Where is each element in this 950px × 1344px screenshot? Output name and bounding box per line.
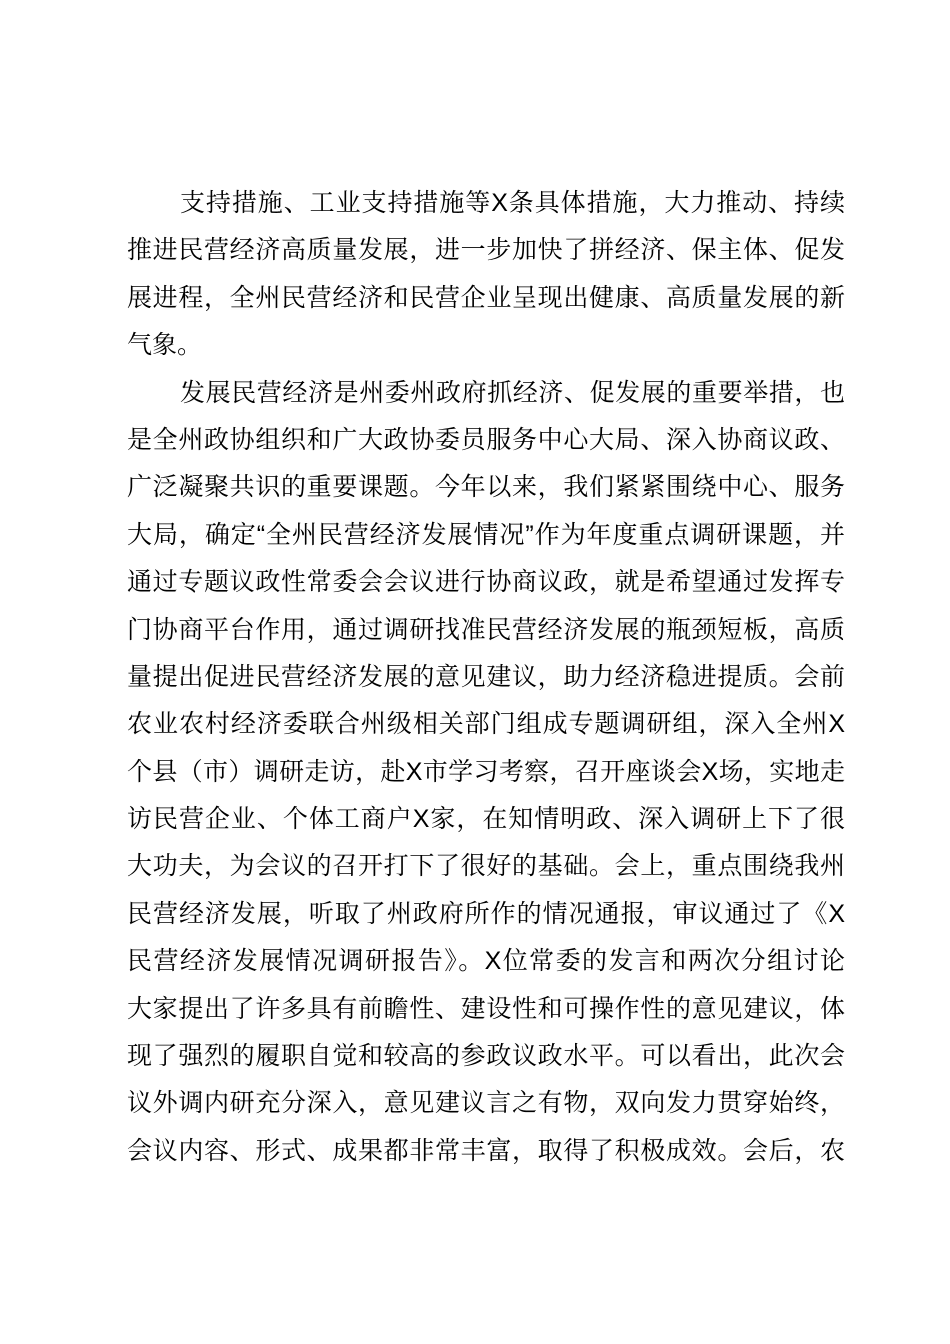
paragraph: [127, 370, 845, 1176]
text-line: 量提出促进民营经济发展的意见建议，助力经济稳进提质。会前: [127, 662, 845, 691]
text-line: 个县（市）调研走访，赴X市学习考察，召开座谈会X场，实地走: [127, 757, 845, 786]
text-line: 广泛凝聚共识的重要课题。今年以来，我们紧紧围绕中心、服务: [127, 473, 845, 502]
text-line: 展进程，全州民营经济和民营企业呈现出健康、高质量发展的新: [127, 283, 845, 312]
text-line: 通过专题议政性常委会会议进行协商议政，就是希望通过发挥专: [127, 568, 845, 597]
text-line: 大家提出了许多具有前瞻性、建设性和可操作性的意见建议，体: [127, 994, 845, 1023]
text-line: 是全州政协组织和广大政协委员服务中心大局、深入协商议政、: [127, 425, 845, 454]
text-line: 议外调内研充分深入，意见建议言之有物，双向发力贯穿始终，: [127, 1089, 845, 1118]
text-line: 气象。: [127, 331, 203, 360]
text-line: 支持措施、工业支持措施等X条具体措施，大力推动、持续: [180, 189, 845, 217]
text-line: 民营经济发展情况调研报告》。X位常委的发言和两次分组讨论: [127, 947, 845, 976]
text-line: 访民营企业、个体工商户X家，在知情明政、深入调研上下了很: [127, 805, 845, 834]
text-line: 推进民营经济高质量发展，进一步加快了拼经济、保主体、促发: [127, 236, 845, 265]
paragraph: [127, 180, 845, 370]
text-line: 大功夫，为会议的召开打下了很好的基础。会上，重点围绕我州: [127, 852, 845, 881]
text-line: 门协商平台作用，通过调研找准民营经济发展的瓶颈短板，高质: [127, 615, 845, 644]
text-line: 大局，确定“全州民营经济发展情况”作为年度重点调研课题，并: [127, 520, 845, 549]
text-line: 现了强烈的履职自觉和较高的参政议政水平。可以看出，此次会: [127, 1042, 845, 1071]
text-line: 会议内容、形式、成果都非常丰富，取得了积极成效。会后，农: [127, 1136, 845, 1165]
text-line: 发展民营经济是州委州政府抓经济、促发展的重要举措，也: [180, 378, 845, 407]
document-body: [127, 180, 845, 1175]
text-line: 民营经济发展，听取了州政府所作的情况通报，审议通过了《X: [127, 899, 845, 928]
text-line: 农业农村经济委联合州级相关部门组成专题调研组，深入全州X: [127, 710, 845, 739]
